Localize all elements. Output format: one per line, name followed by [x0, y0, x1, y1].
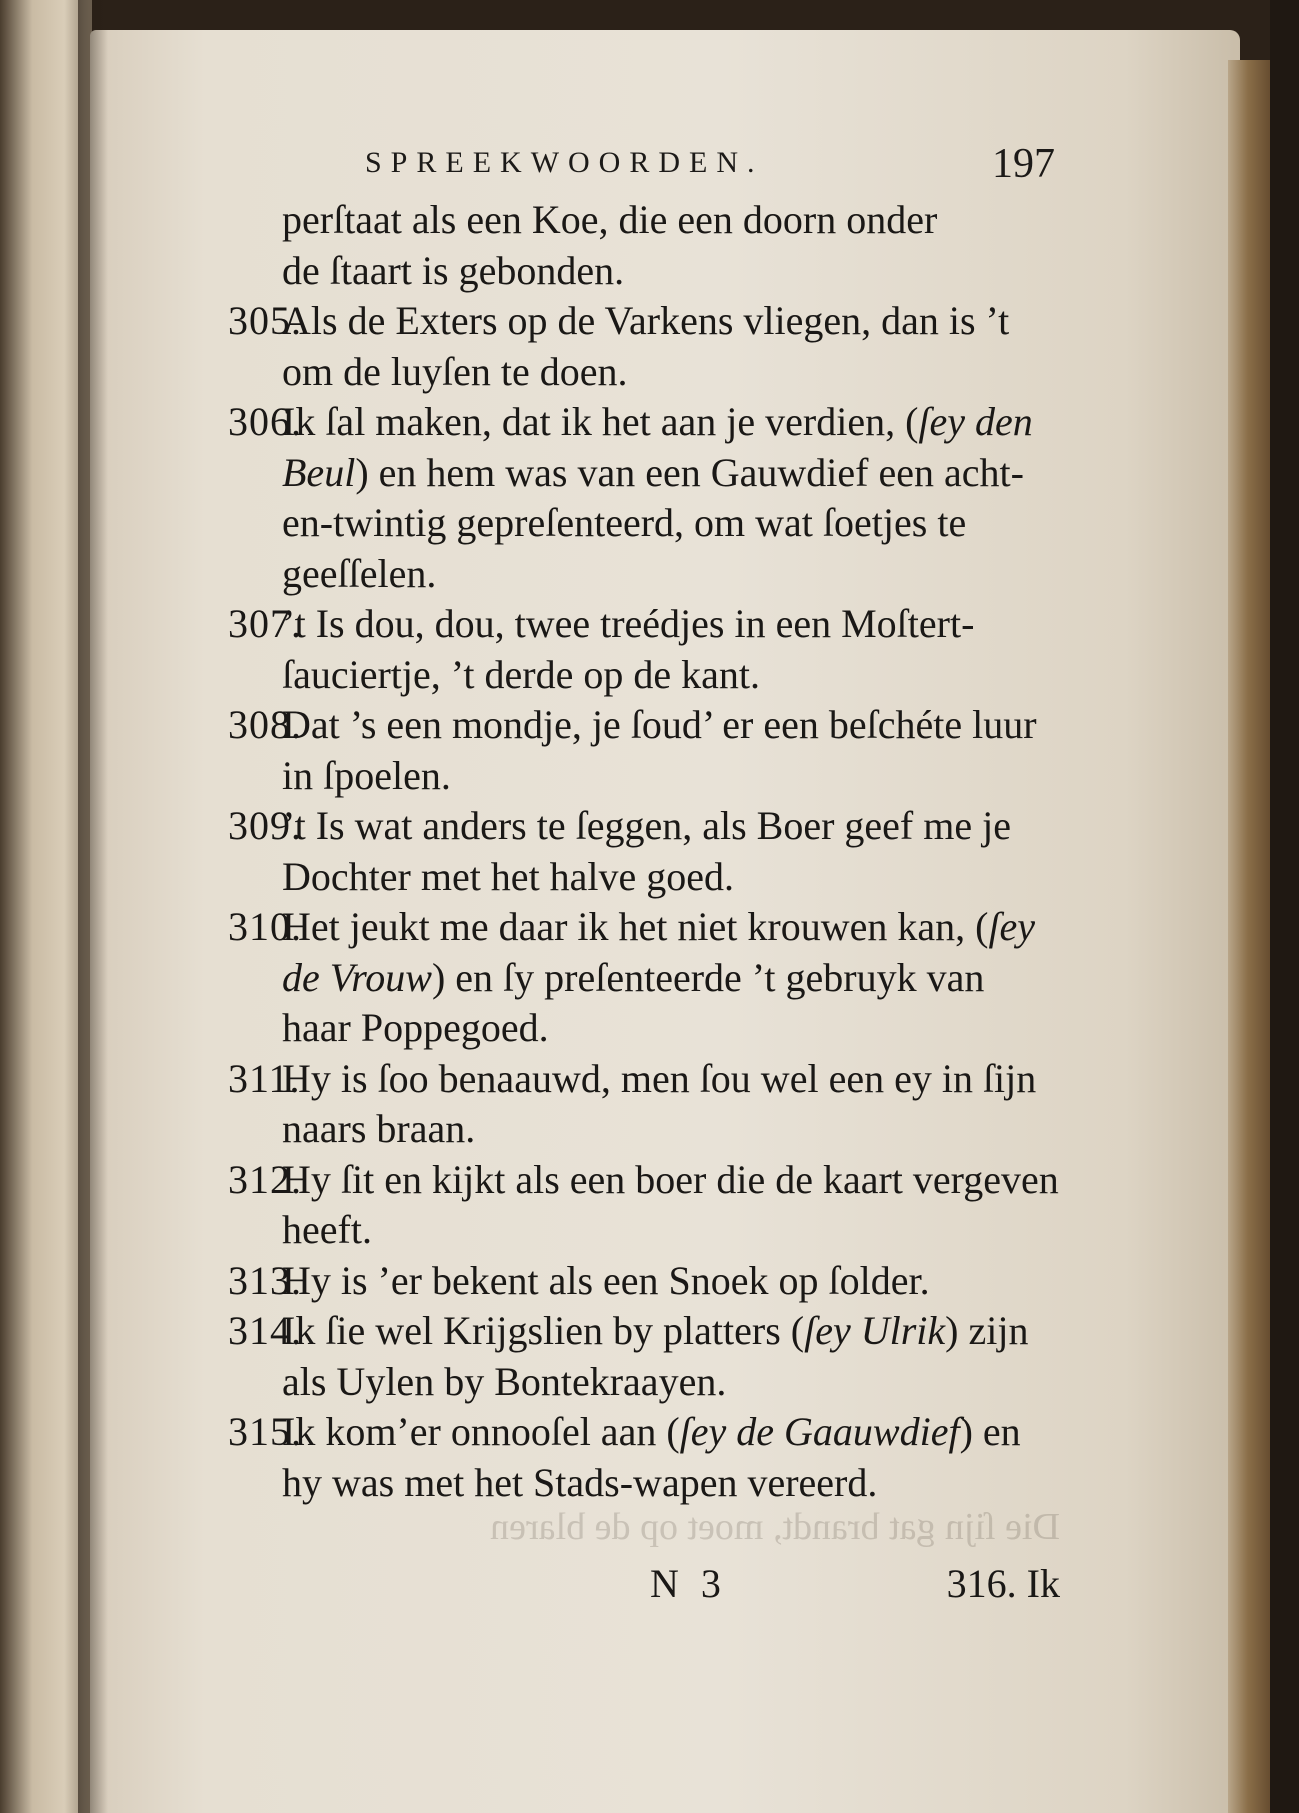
proverb-number: 310. [228, 904, 302, 949]
text-segment: Het jeukt me daar ik het niet krouwen kan, ( [282, 904, 989, 949]
proverb-text [282, 1258, 930, 1303]
proverb-number: 312. [228, 1156, 302, 1202]
proverb-entry [230, 902, 1060, 1054]
text-segment: ) en hy was met het Stads-wapen vereerd. [282, 1409, 1021, 1505]
proverb-text [282, 298, 1009, 394]
text-segment: Hy is ’er bekent als een Snoek op ſolder. [282, 1257, 930, 1303]
text-segment: Ik kom’er onnooſel aan ( [282, 1409, 680, 1454]
italic-attribution: ſey Ulrik [804, 1308, 946, 1353]
continuation-text: perſtaat als een Koe, die een doorn onder de ſtaart is gebonden. [282, 197, 938, 293]
proverb-text [282, 702, 1037, 798]
italic-attribution: ſey den Beul [282, 399, 1033, 495]
running-title: SPREEKWOORDEN. [365, 146, 764, 179]
text-segment: Hy is ſoo benaauwd, men ſou wel een ey in ſijn naars braan. [282, 1055, 1037, 1151]
proverb-number: 313. [228, 1257, 302, 1303]
proverb-text [282, 803, 1011, 899]
proverb-entry [230, 296, 1060, 397]
text-segment: ’t Is dou, dou, twee treédjes in een Moſtert-ſauciertje, ’t derde op de kant. [282, 601, 975, 697]
text-segment: ) zijn als Uylen by Bontekraayen. [282, 1308, 1029, 1404]
running-header [365, 140, 1055, 200]
text-segment: ) en hem was van een Gauwdief een acht-en-twintig gepreſenteerd, om wat ſoetjes te geeſſelen. [282, 449, 1024, 596]
page-number: 197 [992, 141, 1055, 187]
text-segment: ’t Is wat anders te ſeggen, als Boer geef me je Dochter met het halve goed. [282, 803, 1011, 899]
proverb-entry [230, 1256, 1060, 1307]
proverb-text [282, 1157, 1059, 1253]
text-segment: dan is ’t om de luyſen te doen. [282, 298, 1010, 394]
proverb-text [282, 1308, 1028, 1404]
text-segment: ) en ſy preſenteerde ’t gebruyk van haar Poppegoed. [282, 954, 985, 1050]
proverb-number: 314. [228, 1308, 302, 1353]
page-footer [230, 1560, 1060, 1620]
proverb-entry [230, 1054, 1060, 1155]
proverb-number: 308. [228, 702, 302, 747]
proverb-number: 307. [228, 601, 302, 646]
text-segment: Dat ’s een mondje, je ſoud’ er een beſchéte luur in ſpoelen. [282, 702, 1037, 798]
proverb-number: 306. [228, 399, 302, 444]
catchword: 316. Ik [946, 1561, 1060, 1606]
signature-mark: N 3 [650, 1561, 727, 1606]
spine-shadow [78, 0, 108, 1813]
proverb-text [282, 1056, 1036, 1152]
proverb-entry [230, 801, 1060, 902]
proverb-text [282, 904, 1035, 1050]
proverb-entry [230, 700, 1060, 801]
italic-attribution: ſey de Gaauwdief [679, 1409, 960, 1454]
text-segment: Ik ſie wel Krijgslien by platters ( [282, 1308, 805, 1353]
bleed-through-text: Die ſijn gat brandt, moet op de blaren [490, 1506, 1060, 1548]
text-segment: Ik ſal maken, dat ik het aan je verdien, ( [282, 399, 919, 444]
proverb-entry [230, 599, 1060, 700]
proverb-entry [230, 1155, 1060, 1256]
proverb-entry [230, 1306, 1060, 1407]
text-segment: Als de Exters op de Varkens vliegen, [282, 298, 872, 343]
proverb-number: 305. [228, 298, 302, 343]
proverb-entry [230, 397, 1060, 599]
proverb-entry [230, 1407, 1060, 1508]
text-segment: Hy ſit en kijkt als een boer die de kaart vergeven heeft. [282, 1156, 1059, 1252]
proverb-number: 311. [228, 1055, 301, 1101]
proverb-number: 315. [228, 1409, 302, 1454]
proverb-text [282, 1409, 1021, 1505]
background-right [1270, 0, 1299, 1813]
italic-attribution: ſey de Vrouw [282, 904, 1036, 1000]
proverb-number: 309. [228, 803, 302, 848]
proverb-list [230, 195, 1060, 1508]
proverb-text [282, 601, 974, 697]
proverb-text [282, 399, 1033, 596]
